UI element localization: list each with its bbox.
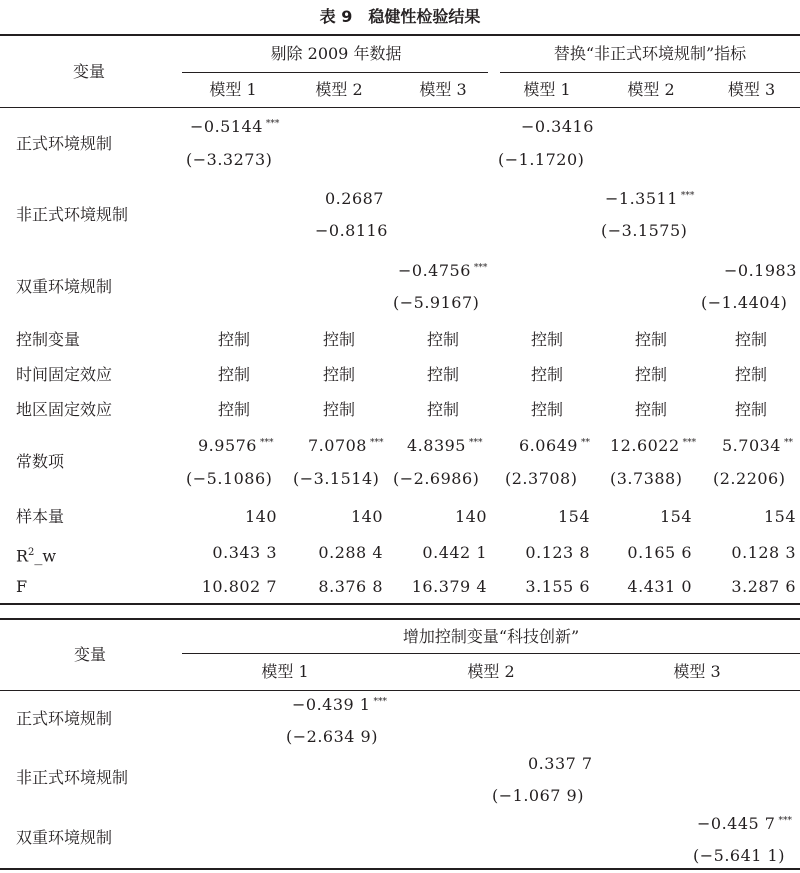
cell-sample-size: 140: [350, 507, 383, 526]
row-label-constant: 常数项: [16, 452, 65, 471]
cell-control: 控制: [322, 330, 355, 349]
row-label-time-fe: 时间固定效应: [16, 365, 113, 384]
cell-f: 4.431 0: [627, 577, 692, 596]
header-group-b: 替换“非正式环境规制”指标: [553, 44, 747, 63]
group-b-underline: [500, 72, 800, 73]
cell-tstat: −0.8116: [315, 221, 388, 240]
model-header: 模型 2: [315, 80, 363, 99]
row-label-f: F: [16, 577, 28, 596]
cell-tstat: (−1.067 9): [492, 786, 584, 805]
cell-coef: −0.5144 ***: [190, 117, 280, 136]
cell-coef: 9.9576 ***: [198, 436, 274, 455]
cell-sample-size: 154: [659, 507, 692, 526]
cell-coef: 7.0708 ***: [308, 436, 384, 455]
cell-r2w: 0.442 1: [422, 543, 487, 562]
model-header: 模型 3: [673, 662, 721, 681]
cell-coef: −0.1983: [724, 261, 797, 280]
bottom-rule: [0, 868, 800, 870]
row-label-r2w: $R^2\_w$: [16, 546, 57, 566]
cell-tstat: (2.3708): [505, 469, 578, 488]
cell-tstat: (−5.1086): [186, 469, 273, 488]
cell-coef: 6.0649 **: [519, 436, 590, 455]
cell-r2w: 0.123 8: [525, 543, 590, 562]
cell-control: 控制: [322, 365, 355, 384]
cell-tstat: (−5.641 1): [693, 846, 785, 865]
cell-control: 控制: [530, 330, 563, 349]
bottom-header-group: 增加控制变量“科技创新”: [402, 627, 580, 646]
header-rule: [0, 107, 800, 108]
cell-control: 控制: [217, 330, 250, 349]
cell-control: 控制: [217, 365, 250, 384]
cell-tstat: (−2.634 9): [286, 727, 378, 746]
cell-r2w: 0.288 4: [318, 543, 383, 562]
cell-control: 控制: [530, 365, 563, 384]
cell-tstat: (−5.9167): [393, 293, 480, 312]
model-header: 模型 3: [727, 80, 776, 99]
cell-f: 16.379 4: [411, 577, 487, 596]
cell-tstat: (−2.6986): [393, 469, 480, 488]
cell-control: 控制: [217, 400, 250, 419]
row-label-formal: 正式环境规制: [16, 134, 113, 153]
cell-coef: −0.4756 ***: [398, 261, 488, 280]
table-title: 表 9 稳健性检验结果: [319, 7, 481, 26]
row-label-sample: 样本量: [16, 507, 65, 526]
cell-coef: −0.439 1 ***: [292, 695, 387, 714]
cell-control: 控制: [426, 400, 459, 419]
cell-f: 3.287 6: [731, 577, 796, 596]
row-label-informal: 非正式环境规制: [16, 205, 129, 224]
cell-control: 控制: [734, 400, 767, 419]
row-label-formal: 正式环境规制: [16, 709, 113, 728]
cell-f: 3.155 6: [525, 577, 590, 596]
model-header: 模型 2: [467, 662, 515, 681]
bottom-header-variable: 变量: [73, 645, 106, 664]
cell-tstat: (−1.4404): [701, 293, 788, 312]
bottom-group-underline: [182, 653, 800, 654]
cell-control: 控制: [426, 330, 459, 349]
header-variable: 变量: [72, 62, 105, 81]
group-a-underline: [182, 72, 488, 73]
cell-r2w: 0.165 6: [627, 543, 692, 562]
top-bottom-rule: [0, 603, 800, 605]
cell-sample-size: 154: [557, 507, 590, 526]
cell-tstat: (−1.1720): [498, 150, 585, 169]
cell-f: 10.802 7: [201, 577, 277, 596]
model-header: 模型 3: [419, 80, 467, 99]
cell-tstat: (3.7388): [610, 469, 683, 488]
cell-coef: 5.7034 **: [722, 436, 793, 455]
model-header: 模型 2: [627, 80, 675, 99]
cell-coef: −0.3416: [521, 117, 594, 136]
cell-f: 8.376 8: [318, 577, 383, 596]
top-rule: [0, 34, 800, 36]
cell-control: 控制: [634, 365, 667, 384]
cell-coef: 12.6022 ***: [610, 436, 697, 455]
cell-tstat: (−3.1514): [293, 469, 380, 488]
cell-sample-size: 140: [244, 507, 277, 526]
row-label-region-fe: 地区固定效应: [16, 400, 113, 419]
cell-control: 控制: [426, 365, 459, 384]
header-group-a: 剔除 2009 年数据: [270, 44, 402, 63]
cell-control: 控制: [634, 330, 667, 349]
cell-sample-size: 140: [454, 507, 487, 526]
cell-control: 控制: [530, 400, 563, 419]
cell-control: 控制: [634, 400, 667, 419]
bottom-header-rule: [0, 690, 800, 691]
cell-coef: 4.8395 ***: [407, 436, 483, 455]
cell-r2w: 0.343 3: [212, 543, 277, 562]
cell-tstat: (2.2206): [713, 469, 786, 488]
row-label-dual: 双重环境规制: [16, 277, 113, 296]
cell-control: 控制: [734, 365, 767, 384]
cell-coef: 0.2687: [325, 189, 384, 208]
row-label-dual: 双重环境规制: [16, 828, 113, 847]
row-label-informal: 非正式环境规制: [16, 768, 129, 787]
cell-r2w: 0.128 3: [731, 543, 796, 562]
cell-coef: 0.337 7: [528, 754, 593, 773]
cell-tstat: (−3.3273): [186, 150, 273, 169]
model-header: 模型 1: [209, 80, 257, 99]
cell-coef: −0.445 7 ***: [697, 814, 792, 833]
model-header: 模型 1: [261, 662, 309, 681]
model-header: 模型 1: [523, 80, 571, 99]
row-label-control: 控制变量: [16, 330, 81, 349]
cell-control: 控制: [322, 400, 355, 419]
cell-coef: −1.3511 ***: [605, 189, 695, 208]
cell-control: 控制: [734, 330, 767, 349]
cell-tstat: (−3.1575): [601, 221, 688, 240]
bottom-top-rule: [0, 618, 800, 620]
cell-sample-size: 154: [763, 507, 796, 526]
